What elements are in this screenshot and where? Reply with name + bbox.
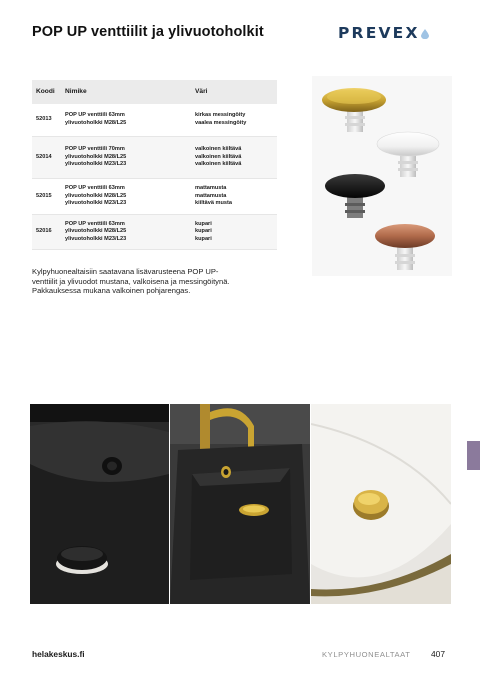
row-color: valkoinen kiiltävä [195, 153, 242, 160]
row-colors [195, 112, 277, 127]
brass-valve [322, 88, 386, 132]
row-names [65, 221, 195, 244]
row-name: ylivuotoholkki M23/L23 [65, 200, 127, 207]
page-number: 407 [431, 649, 445, 659]
row-color: kupari [195, 228, 212, 235]
copper-valve [375, 224, 435, 270]
row-colors [195, 185, 277, 208]
white-valve [377, 132, 439, 177]
section-tab-marker [467, 441, 480, 470]
row-color: valkoinen kiiltävä [195, 161, 242, 168]
row-color: kupari [195, 235, 212, 242]
white-basin-gold-valve-photo [311, 404, 451, 604]
row-names [65, 146, 195, 169]
gold-faucet-basin-photo [170, 404, 310, 604]
row-color: valkoinen kiiltävä [195, 146, 242, 153]
description-line: Kylpyhuonealtaisiin saatavana lisävarusteena POP UP- [32, 267, 219, 276]
row-name: ylivuotoholkki M23/L23 [65, 161, 127, 168]
table-row [32, 137, 277, 179]
row-colors [195, 221, 277, 244]
description-text [32, 267, 282, 296]
row-code: 52015 [36, 192, 52, 199]
footer-section: KYLPYHUONEALTAAT [322, 650, 411, 659]
row-color: kiiltävä musta [195, 200, 232, 207]
description-line: Pakkauksessa mukana valkoinen pohjarengas. [32, 286, 191, 296]
row-color: kirkas messingöity [195, 112, 246, 119]
table-row [32, 215, 277, 250]
row-name: ylivuotoholkki M28/L25 [65, 153, 127, 160]
row-name: POP UP venttiili 70mm [65, 146, 125, 153]
black-basin-photo [30, 404, 169, 604]
row-name: POP UP venttiili 63mm [65, 112, 125, 119]
row-name: POP UP venttiili 63mm [65, 185, 125, 192]
row-color: vaalea messingöity [195, 120, 247, 126]
description-line: venttiilit ja ylivuodot mustana, valkoisena ja messingöitynä. [32, 276, 230, 286]
row-color: kupari [195, 220, 212, 227]
row-name: POP UP venttiili 63mm [65, 220, 125, 227]
row-name: ylivuotoholkki M28/L25 [65, 120, 127, 126]
row-name: ylivuotoholkki M28/L25 [65, 228, 127, 235]
row-color: mattamusta [195, 192, 227, 199]
row-code: 52014 [36, 153, 52, 160]
header-code: Koodi [36, 88, 55, 96]
row-color: mattamusta [195, 185, 227, 192]
row-names [65, 185, 195, 208]
black-valve [325, 174, 385, 218]
prevex-logo [338, 24, 429, 42]
table-row [32, 179, 277, 215]
row-code: 52013 [36, 116, 52, 123]
table-row [32, 104, 277, 137]
row-names [65, 112, 195, 127]
product-table [32, 80, 277, 250]
header-color: Väri [195, 88, 208, 96]
page-title: POP UP venttiilit ja ylivuotoholkit [32, 24, 264, 40]
logo-text: PREVEX [338, 24, 420, 42]
row-code: 52016 [36, 228, 52, 235]
water-drop-icon [421, 29, 429, 39]
table-header [32, 80, 277, 104]
row-name: ylivuotoholkki M28/L25 [65, 192, 127, 199]
footer-site: helakeskus.fi [32, 649, 85, 659]
row-name: ylivuotoholkki M23/L23 [65, 235, 127, 242]
valve-products-photo [312, 76, 452, 276]
row-colors [195, 146, 277, 169]
header-name: Nimike [65, 88, 87, 96]
